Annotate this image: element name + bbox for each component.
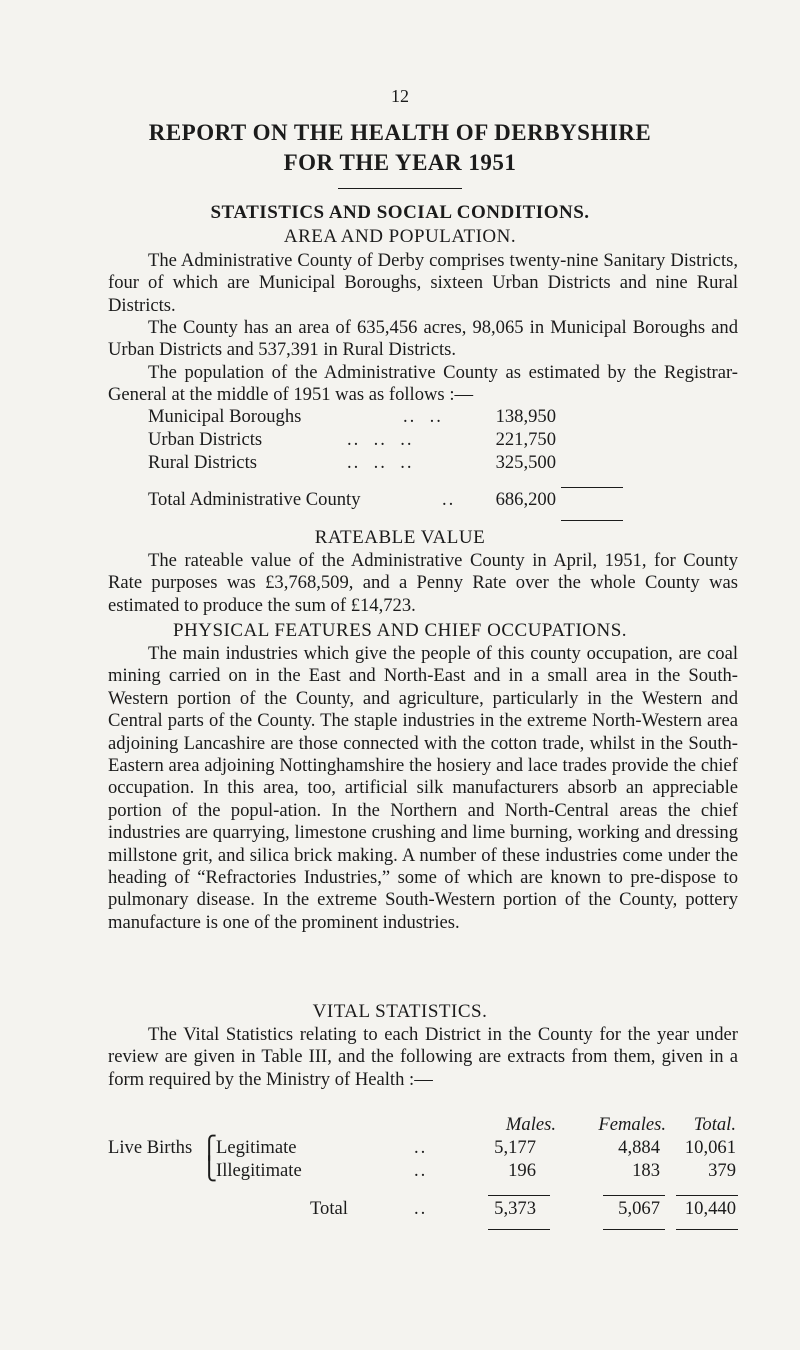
total-rule-top bbox=[561, 487, 623, 488]
section-heading-statistics: STATISTICS AND SOCIAL CONDITIONS. bbox=[210, 202, 590, 223]
paragraph-area-3: The population of the Administrative County as estimated by the Registrar-General at the middle of 1951 was as follows :— bbox=[108, 362, 738, 406]
total-rule-bottom bbox=[561, 520, 623, 521]
births-males: 5,177 bbox=[494, 1137, 536, 1158]
births-group-label: Live Births bbox=[108, 1137, 193, 1158]
brace-top: ⎧ bbox=[201, 1135, 218, 1160]
births-total: 379 bbox=[708, 1160, 736, 1181]
leader-dots: .. bbox=[442, 489, 456, 510]
population-value: 138,950 bbox=[495, 406, 556, 427]
births-total-rule-top bbox=[676, 1195, 738, 1196]
births-total: 10,061 bbox=[684, 1137, 736, 1158]
births-total-rule-bottom bbox=[676, 1229, 738, 1230]
births-total-males: 5,373 bbox=[494, 1198, 536, 1219]
population-total-label: Total Administrative County bbox=[148, 489, 361, 510]
births-row bbox=[0, 1156, 800, 1184]
title-divider bbox=[338, 188, 462, 189]
population-label: Rural Districts bbox=[148, 452, 257, 473]
column-males: Males. bbox=[505, 1114, 556, 1135]
column-females: Females. bbox=[598, 1114, 666, 1135]
population-label: Urban Districts bbox=[148, 429, 263, 450]
column-total: Total. bbox=[693, 1114, 736, 1135]
paragraph-vital: The Vital Statistics relating to each District in the County for the year under review are given in Table III, and the following are extracts from them, given in a form required by the Ministry of Health :— bbox=[108, 1024, 738, 1090]
births-total-label: Total bbox=[310, 1198, 348, 1219]
births-header-row bbox=[0, 1114, 800, 1138]
births-total-rule-top bbox=[603, 1195, 665, 1196]
births-males: 196 bbox=[508, 1160, 536, 1181]
section-heading-rateable: RATEABLE VALUE bbox=[314, 527, 486, 548]
leader-dots: .. .. bbox=[403, 406, 443, 427]
births-label: Legitimate bbox=[216, 1137, 297, 1158]
population-label: Municipal Boroughs bbox=[148, 406, 302, 427]
population-value: 325,500 bbox=[495, 452, 556, 473]
births-total-rule-bottom bbox=[603, 1229, 665, 1230]
births-females: 4,884 bbox=[618, 1137, 660, 1158]
report-subtitle: FOR THE YEAR 1951 bbox=[283, 150, 517, 175]
births-total-row bbox=[0, 1198, 800, 1222]
paragraph-physical: The main industries which give the people of this county occupation, are coal mining carried on in the East and North-East and in a small area in the South-Western portion of the County, and agriculture, particularly in the Western and Central parts of the County. The staple industries in the extreme North-Western area adjoining Lancashire are those connected with the cotton trade, whilst in the South-Eastern area adjoining Nottinghamshire the hosiery and lace trades provide the chief occupation. In this area, too, artificial silk manufacturers absorb an appreciable portion of the popul-ation. In the Northern and North-Central areas the chief industries are quarrying, limestone crushing and lime burning, working and dressing millstone grit, and silica brick making. A number of these industries come under the heading of “Refractories Industries,” some of which are known to pre-dispose to pulmonary disease. In the extreme South-Western portion of the County, pottery manufacture is one of the prominent industries. bbox=[108, 643, 738, 933]
population-row bbox=[0, 406, 800, 430]
births-row bbox=[0, 1137, 800, 1161]
births-females: 183 bbox=[632, 1160, 660, 1181]
page-number: 12 bbox=[391, 86, 409, 106]
population-value: 221,750 bbox=[495, 429, 556, 450]
leader-dots: .. .. .. bbox=[347, 429, 414, 450]
paragraph-area-2: The County has an area of 635,456 acres, 98,065 in Municipal Boroughs and Urban Districts and 537,391 in Rural Districts. bbox=[108, 317, 738, 361]
population-total-row bbox=[0, 489, 800, 513]
births-total-females: 5,067 bbox=[618, 1198, 660, 1219]
population-row bbox=[0, 429, 800, 453]
section-heading-vital: VITAL STATISTICS. bbox=[312, 1001, 488, 1022]
section-heading-physical: PHYSICAL FEATURES AND CHIEF OCCUPATIONS. bbox=[172, 620, 628, 641]
births-total-total: 10,440 bbox=[684, 1198, 736, 1219]
leader-dots: .. .. .. bbox=[347, 452, 414, 473]
population-total-value: 686,200 bbox=[495, 489, 556, 510]
births-label: Illegitimate bbox=[216, 1160, 302, 1181]
leader-dots: .. bbox=[414, 1137, 428, 1158]
births-total-rule-bottom bbox=[488, 1229, 550, 1230]
report-title: REPORT ON THE HEALTH OF DERBYSHIRE bbox=[148, 120, 652, 145]
paragraph-rateable: The rateable value of the Administrative County in April, 1951, for County Rate purposes was £3,768,509, and a Penny Rate over the whole County was estimated to produce the sum of £14,723. bbox=[108, 550, 738, 616]
births-total-rule-top bbox=[488, 1195, 550, 1196]
leader-dots: .. bbox=[414, 1160, 428, 1181]
leader-dots: .. bbox=[414, 1198, 428, 1219]
brace-bottom: ⎩ bbox=[201, 1156, 218, 1181]
population-row bbox=[0, 452, 800, 476]
section-heading-area-population: AREA AND POPULATION. bbox=[283, 226, 517, 247]
paragraph-area-1: The Administrative County of Derby comprises twenty-nine Sanitary Districts, four of which are Municipal Boroughs, sixteen Urban Districts and nine Rural Districts. bbox=[108, 250, 738, 316]
